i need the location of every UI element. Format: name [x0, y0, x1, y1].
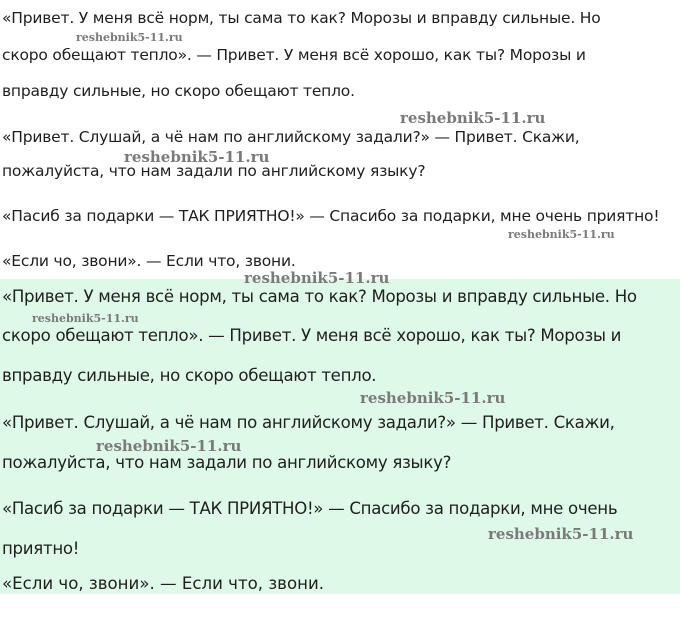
text-line: вправду сильные, но скоро обещают тепло. [2, 366, 377, 385]
watermark: reshebnik5-11.ru [96, 437, 242, 455]
text-line: «Если чо, звони». — Если что, звони. [2, 252, 296, 270]
text-line: пожалуйста, что нам задали по английскому языку? [2, 162, 426, 180]
watermark: reshebnik5-11.ru [488, 525, 634, 543]
text-line: вправду сильные, но скоро обещают тепло. [2, 82, 355, 100]
text-line: «Привет. У меня всё норм, ты сама то как? Морозы и вправду сильные. Но [2, 287, 637, 306]
text-line: «Пасиб за подарки — ТАК ПРИЯТНО!» — Спасибо за подарки, мне очень [2, 499, 618, 518]
watermark: reshebnik5-11.ru [124, 148, 270, 166]
text-line: скоро обещают тепло». — Привет. У меня всё хорошо, как ты? Морозы и [2, 46, 586, 64]
watermark: reshebnik5-11.ru [32, 312, 139, 325]
cut-off-text-line [2, 574, 324, 594]
watermark: reshebnik5-11.ru [76, 31, 183, 44]
text-line: «Привет. Слушай, а чё нам по английскому задали?» — Привет. Скажи, [2, 128, 580, 146]
text-line: пожалуйста, что нам задали по английскому языку? [2, 453, 452, 472]
watermark: reshebnik5-11.ru [508, 228, 615, 241]
text-line: «Привет. У меня всё норм, ты сама то как? Морозы и вправду сильные. Но [2, 9, 601, 27]
text-line: «Если чо, звони». — Если что, звони. [2, 574, 324, 593]
text-line: «Привет. Слушай, а чё нам по английскому задали?» — Привет. Скажи, [2, 413, 615, 432]
watermark: reshebnik5-11.ru [400, 109, 546, 127]
watermark: reshebnik5-11.ru [360, 389, 506, 407]
text-line: приятно! [2, 539, 80, 558]
text-line: скоро обещают тепло». — Привет. У меня всё хорошо, как ты? Морозы и [2, 326, 622, 345]
text-line: «Пасиб за подарки — ТАК ПРИЯТНО!» — Спасибо за подарки, мне очень приятно! [2, 207, 660, 225]
watermark: reshebnik5-11.ru [244, 269, 390, 287]
